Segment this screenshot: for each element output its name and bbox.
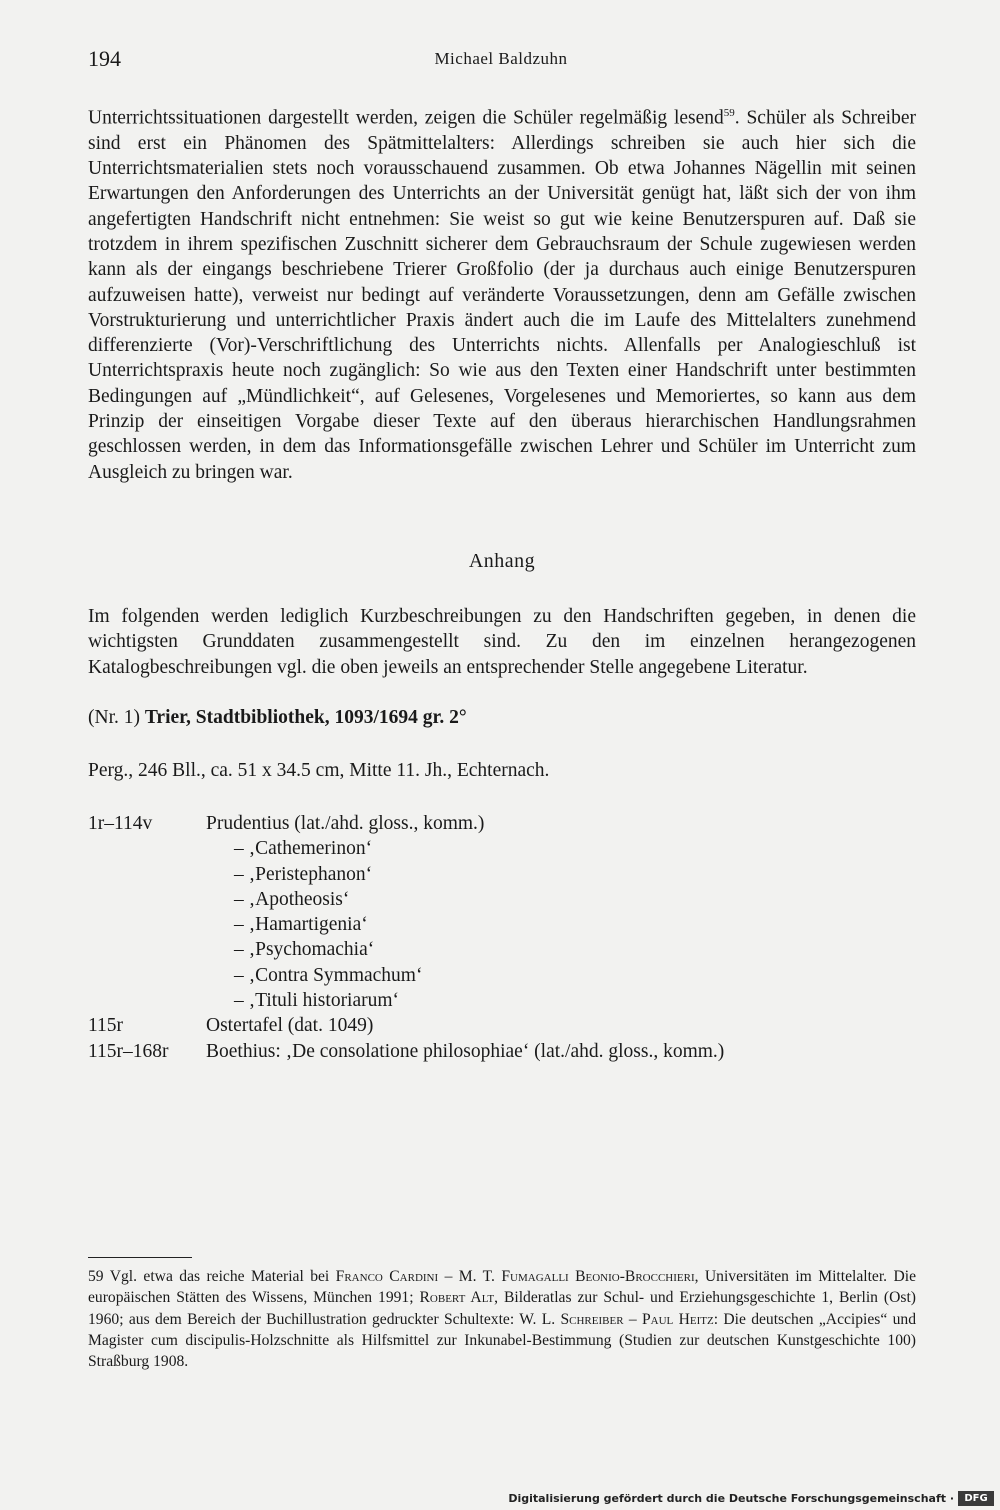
dfg-funding-note: Digitalisierung gefördert durch die Deutsche Forschungsgemeinschaft · (508, 1492, 954, 1505)
sub-work: – ‚Tituli historiarum‘ (234, 990, 400, 1012)
contents-row (88, 811, 916, 836)
contents-row (88, 1013, 916, 1038)
sub-work: – ‚Cathemerinon‘ (234, 838, 373, 860)
sub-work: – ‚Psychomachia‘ (234, 939, 375, 961)
sub-work: – ‚Contra Symmachum‘ (234, 964, 423, 986)
manuscript-entry-title (88, 707, 467, 729)
paragraph-text-end: . Schüler als Schreiber sind erst ein Phänomen des Spätmittelalters: Allerdings schreiben sie auch hier sich die Unterrichtsmaterialien stets noch vorausschauend zusammen. Ob etwa Johannes Nägellin mit seinen Erwartungen den Anforderungen des Unterrichts an der Universität genügt hat, läßt sich der von ihm angefertigten Handschrift nicht entnehmen: Sie weist so gut wie keine Benutzerspuren auf. Daß sie trotzdem in ihrem spezifischen Zuschnitt sicherer dem Gebrauchsraum der Schule zugewiesen werden kann als der eingangs beschriebene Trierer Großfolio (der ja durchaus auch einige Benutzerspuren aufzuweisen hatte), verweist nur bedingt auf veränderte Voraussetzungen, denn am Gefälle zwischen Vorstrukturierung und unterrichtlicher Praxis ändert auch die im Laufe des Mittelalters zunehmend differenzierte (Vor)-Verschriftlichung des Unterrichts nichts. Allenfalls per Analogieschluß ist Unterrichtspraxis heute noch zugänglich: So wie aus den Texten einer Handschrift unter bestimmten Bedingungen auf „Mündlichkeit“, auf Gelesenes, Vorgelesenes und Memoriertes, so kann aus dem Prinzip der einseitigen Vorgabe dieser Texte auf den überaus hierarchischen Handlungsrahmen geschlossen werden, in dem das Informationsgefälle zwischen Lehrer und Schüler im Unterricht zum Ausgleich zu bringen war. (88, 107, 917, 483)
entry-number: (Nr. 1) (88, 707, 140, 728)
sub-work: – ‚Peristephanon‘ (234, 863, 373, 885)
body-paragraph (88, 101, 916, 485)
appendix-intro: Im folgenden werden lediglich Kurzbeschreibungen zu den Handschriften gegeben, in denen die wichtigsten Grunddaten zusammengestellt sind. Zu den im einzelnen herangezogenen Katalogbeschreibungen vgl. die oben jeweils an entsprechender Stelle angegebene Literatur. (88, 606, 916, 678)
footnote-text: , Bilderatlas zur Schul- und Erziehungsgeschichte 1, Berlin (Ost) 1960; aus dem Bereich der Buchillustration gedruckter Schultexte: W. L. (88, 1289, 916, 1328)
footnote-text: , Universitäten im Mittelalter. Die europäischen Stätten des Wissens, München 1991; (88, 1268, 916, 1307)
folio-range: 115r–168r (88, 1040, 169, 1062)
author-name: Paul Heitz (642, 1310, 714, 1328)
contents-row (88, 1039, 916, 1064)
folio-range: 1r–114v (88, 813, 153, 834)
section-heading: Anhang (468, 550, 536, 572)
footnote-reference[interactable]: 59 (723, 107, 735, 119)
folio-range: 115r (88, 1015, 124, 1037)
manuscript-description: Perg., 246 Bll., ca. 51 x 34.5 cm, Mitte 11. Jh., Echternach. (88, 760, 550, 781)
footnote-text: – (623, 1310, 642, 1328)
manuscript-contents (88, 811, 916, 1064)
dfg-logo: DFG (958, 1491, 994, 1506)
author-name: Schreiber (560, 1310, 624, 1328)
page-header (88, 46, 914, 76)
page-number: 194 (88, 46, 121, 71)
sub-work: – ‚Hamartigenia‘ (234, 914, 368, 936)
work-title: Ostertafel (dat. 1049) (206, 1015, 374, 1037)
author-name: Robert Alt (419, 1289, 495, 1307)
dfg-banner (0, 1488, 1000, 1510)
footnote-text: : Die deutschen „Accipies“ und Magister cum discipulis-Holzschnitte als Hilfsmittel zur Inkunabel-Bestimmung (Studien zur deutschen Kunstgeschichte 100) Straßburg 1908. (88, 1310, 916, 1371)
work-title: Boethius: ‚De consolatione philosophiae‘ (lat./ahd. gloss., komm.) (206, 1040, 725, 1062)
footnote-text: Vgl. etwa das reiche Material bei (103, 1268, 336, 1285)
entry-shelfmark: Trier, Stadtbibliothek, 1093/1694 gr. 2° (144, 707, 467, 728)
footnote-divider (88, 1257, 192, 1258)
running-head: Michael Baldzuhn (434, 49, 568, 68)
work-title: Prudentius (lat./ahd. gloss., komm.) (206, 813, 485, 834)
footnote-number: 59 (88, 1268, 104, 1285)
body-text (88, 101, 916, 485)
footnote-text: – M. T. (438, 1268, 502, 1285)
author-name: Fumagalli Beonio-Brocchieri (501, 1268, 695, 1285)
paragraph-text-start: Unterrichtssituationen dargestellt werden, zeigen die Schüler regelmäßig lesend (88, 107, 724, 129)
sub-work: – ‚Apotheosis‘ (234, 888, 350, 910)
footnote-59 (88, 1266, 916, 1372)
author-name: Franco Cardini (335, 1268, 439, 1285)
